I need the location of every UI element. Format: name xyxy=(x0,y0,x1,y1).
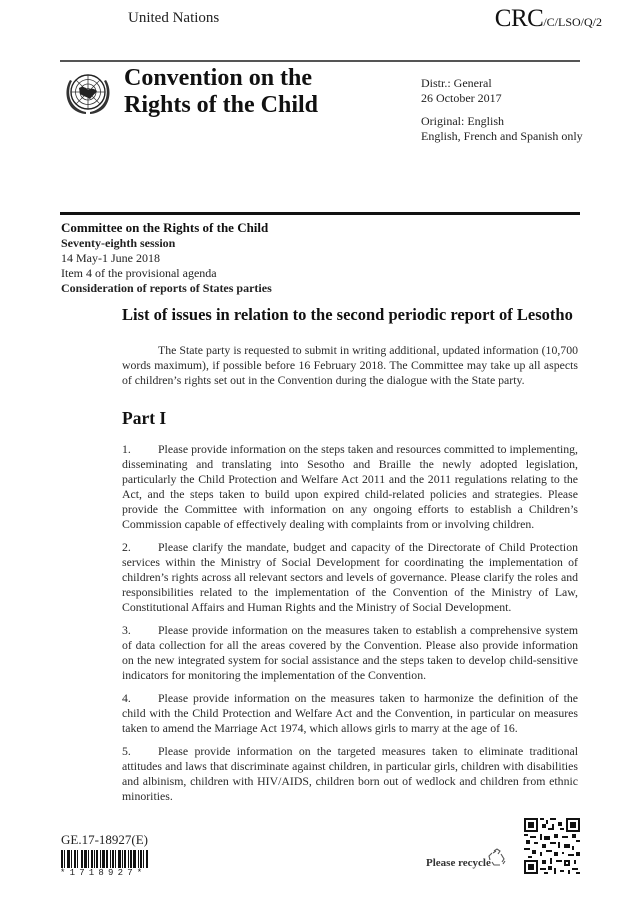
barcode-icon xyxy=(61,850,153,868)
paragraph-text: Please provide information on the steps taken and resources committed to implementing, disseminating and translating into Sesotho and Braille the newly adopted legislation, particularly the Child Protection and Welfare Act 2011 and the 2011 regulations relating to the Act, and the steps taken to build upon expired child-related policies and strategies. Please provide the Committee with information on any ongoing efforts to establish a Children’s Commission capable of effectively dealing with complaints from or involving children. xyxy=(122,442,578,531)
paragraph-5 xyxy=(122,744,578,804)
original-language: Original: English xyxy=(421,114,504,128)
title-line-2: Rights of the Child xyxy=(124,92,319,118)
paragraph-number: 1. xyxy=(122,442,131,456)
agenda-item: Item 4 of the provisional agenda xyxy=(61,266,217,280)
barcode-number: *1718927* xyxy=(60,868,147,878)
paragraph-4 xyxy=(122,691,578,736)
recycle-icon xyxy=(486,847,508,869)
document-symbol xyxy=(495,5,602,33)
agenda-title: Consideration of reports of States parties xyxy=(61,281,272,295)
organization-label: United Nations xyxy=(128,10,220,26)
paragraph-list xyxy=(122,442,578,804)
paragraph-text: Please provide information on the measures taken to harmonize the definition of the child with the Child Protection and Welfare Act and the Convention, in particular on measures taken to amend the Marriage Act 1974, which allows girls to marry at the age of 16. xyxy=(122,691,578,735)
symbol-main: CRC xyxy=(494,5,544,32)
paragraph-2 xyxy=(122,540,578,615)
paragraph-number: 2. xyxy=(122,540,131,554)
available-languages: English, French and Spanish only xyxy=(421,129,583,143)
paragraph-number: 5. xyxy=(122,744,131,758)
main-content xyxy=(122,305,578,804)
symbol-sub: /C/LSO/Q/2 xyxy=(543,15,602,29)
paragraph-number: 4. xyxy=(122,691,131,705)
paragraph-3 xyxy=(122,623,578,683)
part-heading: Part I xyxy=(122,408,167,428)
paragraph-text: Please provide information on the targeted measures taken to eliminate traditional attitudes and laws that discriminate against children, in particular girls, children with disabilities and albinism, children with HIV/AIDS, children born out of wedlock and children from ethnic minorities. xyxy=(122,744,578,803)
distribution: Distr.: General xyxy=(421,76,492,90)
document-title xyxy=(124,65,318,119)
un-emblem-icon xyxy=(62,66,114,118)
paragraph-text: Please clarify the mandate, budget and capacity of the Directorate of Child Protection services within the Ministry of Social Development for coordinating the implementation of children’s rights across all relevant sectors and levels of governance. Please clarify the roles and responsibilities related to the implementation of the Convention of the Ministry of Law, Constitutional Affairs and Human Rights and the Ministry of Social Development. xyxy=(122,540,578,614)
recycle-label: Please recycle xyxy=(426,857,491,869)
paragraph-1 xyxy=(122,442,578,532)
qr-code-icon xyxy=(524,818,580,874)
committee-name: Committee on the Rights of the Child xyxy=(61,220,269,235)
main-title: List of issues in relation to the second periodic report of Lesotho xyxy=(122,305,573,324)
session: Seventy-eighth session xyxy=(61,236,176,250)
paragraph-text: Please provide information on the measures taken to establish a comprehensive system of data collection for all the areas covered by the Convention. Please also provide information on the new integrated system for social assistance and the steps taken to develop child-sensitive indicators for monitoring the implementation of the Convention. xyxy=(122,623,578,682)
title-line-1: Convention on the xyxy=(124,65,313,91)
committee-block xyxy=(61,220,272,296)
session-dates: 14 May-1 June 2018 xyxy=(61,251,160,265)
intro-paragraph: The State party is requested to submit in writing additional, updated information (10,700 words maximum), if possible before 16 February 2018. The Committee may take up all aspects of children’s rights set out in the Convention during the dialogue with the State party. xyxy=(122,343,578,387)
header-rule xyxy=(60,60,580,62)
job-number: GE.17-18927(E) xyxy=(61,832,149,847)
paragraph-number: 3. xyxy=(122,623,131,637)
document-date: 26 October 2017 xyxy=(421,91,502,105)
language-block xyxy=(421,114,583,144)
distribution-block xyxy=(421,76,502,106)
section-rule xyxy=(60,212,580,215)
